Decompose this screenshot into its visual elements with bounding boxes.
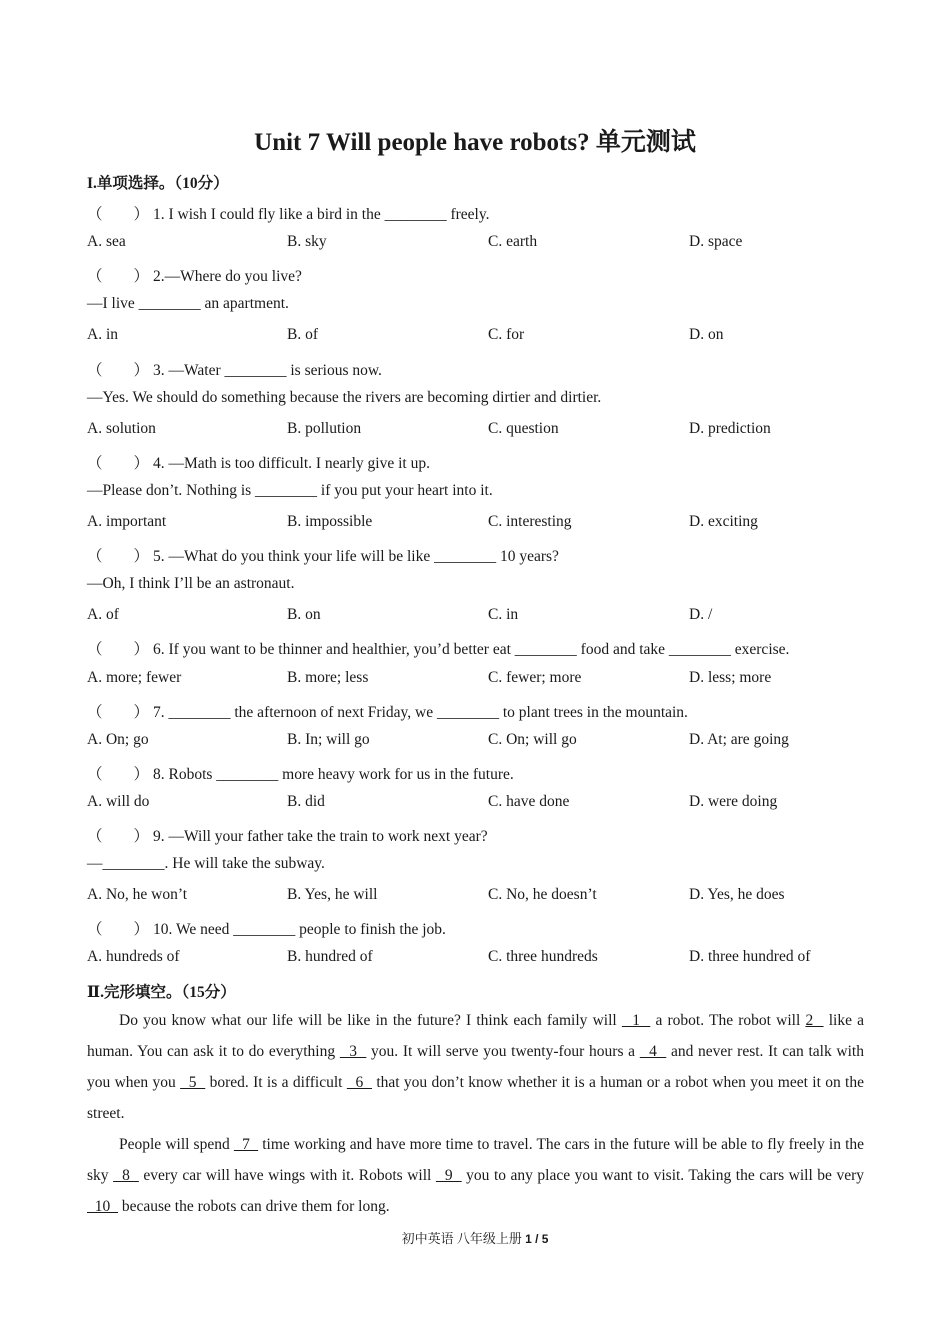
option-a: A. will do (87, 792, 150, 810)
passage-text: you to any place you want to visit. Taking the cars will be very (461, 1167, 864, 1184)
option-a: A. On; go (87, 730, 149, 748)
question-5-response: —Oh, I think I’ll be an astronaut. (87, 575, 295, 593)
question-text: 9. —Will your father take the train to work next year? (153, 828, 488, 845)
option-d: D. were doing (689, 792, 778, 810)
answer-paren: （ ） (87, 921, 150, 939)
passage-text: a robot. The robot will (650, 1012, 806, 1029)
question-5-stem (87, 544, 559, 566)
option-c: C. have done (488, 792, 570, 810)
passage-text: you. It will serve you twenty-four hours a (366, 1043, 640, 1060)
option-a: A. No, he won’t (87, 886, 188, 904)
option-c: C. for (488, 326, 525, 344)
option-c: C. On; will go (488, 730, 577, 748)
question-4-response: —Please don’t. Nothing is ________ if you put your heart into it. (87, 481, 493, 499)
passage-text: bored. It is a difficult (205, 1074, 347, 1091)
cloze-passage (87, 1005, 864, 1222)
option-a: A. important (87, 513, 167, 530)
option-d: D. prediction (689, 419, 771, 437)
blank-8: 8 (113, 1167, 139, 1184)
page-title: Unit 7 Will people have robots? 单元测试 (254, 129, 696, 156)
question-8-stem (87, 762, 514, 784)
option-c: C. earth (488, 233, 538, 251)
option-b: B. did (287, 792, 325, 810)
option-b: B. on (287, 606, 321, 624)
blank-7: 7 (233, 1136, 259, 1153)
answer-paren: （ ） (87, 765, 150, 783)
question-text: 7. ________ the afternoon of next Friday, we ________ to plant trees in the mountain. (153, 703, 688, 721)
question-10-stem (87, 917, 446, 939)
option-a: A. more; fewer (87, 668, 182, 686)
option-c: C. fewer; more (488, 668, 582, 686)
option-c: C. three hundreds (488, 948, 598, 966)
option-b: B. In; will go (287, 730, 370, 748)
blank-3: 3 (339, 1043, 367, 1060)
question-text: 4. —Math is too difficult. I nearly give it up. (153, 454, 430, 472)
passage-text: People will spend (119, 1136, 234, 1153)
option-b: B. Yes, he will (287, 886, 378, 904)
passage-text: Do you know what our life will be like in the future? I think each family will (119, 1012, 622, 1029)
cloze-paragraph-1 (87, 1005, 864, 1129)
question-text: 2.—Where do you live? (153, 268, 302, 286)
option-b: B. of (287, 326, 318, 344)
blank-2: 2 (805, 1012, 824, 1029)
question-6-stem (87, 637, 789, 659)
option-a: A. in (87, 326, 118, 344)
blank-4: 4 (639, 1043, 667, 1060)
option-d: D. space (689, 233, 743, 251)
passage-text: and never rest. It can talk with you when you (87, 1043, 864, 1091)
option-c: C. in (488, 606, 519, 624)
option-d: D. / (689, 606, 713, 624)
option-c: C. interesting (488, 513, 572, 530)
question-9-stem (87, 824, 488, 846)
blank-6: 6 (346, 1074, 372, 1091)
option-d: D. Yes, he does (689, 886, 785, 904)
option-b: B. hundred of (287, 948, 373, 966)
question-text: 8. Robots ________ more heavy work for us in the future. (153, 765, 514, 783)
question-3-stem (87, 358, 382, 380)
answer-paren: （ ） (87, 361, 150, 379)
question-3-response: —Yes. We should do something because the rivers are becoming dirtier and dirtier. (87, 388, 602, 406)
answer-paren: （ ） (87, 206, 150, 223)
section-2-heading: Ⅱ.完形填空。（15分） (87, 984, 236, 1001)
question-2-stem (87, 264, 302, 286)
answer-paren: （ ） (87, 641, 150, 659)
question-4-stem (87, 451, 430, 473)
answer-paren: （ ） (87, 828, 150, 845)
option-b: B. sky (287, 233, 327, 251)
option-a: A. hundreds of (87, 948, 180, 966)
option-d: D. three hundred of (689, 948, 811, 966)
answer-paren: （ ） (87, 268, 150, 286)
section-1-heading: I.单项选择。（10分） (87, 175, 229, 192)
option-d: D. At; are going (689, 730, 789, 748)
answer-paren: （ ） (87, 454, 150, 472)
passage-text: like a human. You can ask it to do everything (87, 1012, 865, 1060)
option-d: D. on (689, 326, 724, 344)
question-1-stem (87, 202, 489, 224)
question-7-stem (87, 700, 688, 722)
footer-text: 初中英语 八年级上册 (401, 1231, 526, 1246)
blank-5: 5 (180, 1074, 206, 1091)
option-a: A. solution (87, 419, 156, 437)
option-b: B. impossible (287, 513, 373, 530)
option-b: B. more; less (287, 668, 369, 686)
option-c: C. question (488, 419, 559, 437)
blank-1: 1 (621, 1012, 651, 1029)
option-b: B. pollution (287, 419, 362, 437)
option-c: C. No, he doesn’t (488, 886, 597, 904)
passage-text: time working and have more time to travel. The cars in the future will be able to fly freely in the sky (87, 1136, 865, 1184)
question-text: 10. We need ________ people to finish the job. (153, 921, 446, 939)
answer-paren: （ ） (87, 703, 150, 721)
blank-10: 10 (87, 1198, 118, 1215)
blank-9: 9 (435, 1167, 462, 1184)
answer-paren: （ ） (87, 548, 150, 566)
question-9-response: —________. He will take the subway. (87, 855, 325, 873)
passage-text: that you don’t know whether it is a human or a robot when you meet it on the street. (87, 1074, 864, 1122)
question-text: 6. If you want to be thinner and healthier, you’d better eat ________ food and take ________ exercise. (153, 641, 790, 659)
question-2-response: —I live ________ an apartment. (87, 295, 289, 313)
option-d: D. exciting (689, 513, 758, 530)
page-number: 1 / 5 (525, 1232, 549, 1246)
option-a: A. sea (87, 233, 126, 251)
question-text: 5. —What do you think your life will be like ________ 10 years? (153, 548, 559, 566)
passage-text: every car will have wings with it. Robots will (138, 1167, 436, 1184)
passage-text: because the robots can drive them for long. (118, 1198, 390, 1215)
question-text: 3. —Water ________ is serious now. (153, 361, 382, 379)
option-d: D. less; more (689, 668, 772, 686)
question-text: 1. I wish I could fly like a bird in the ________ freely. (153, 206, 490, 223)
page-footer (0, 1228, 950, 1247)
cloze-paragraph-2 (87, 1129, 864, 1222)
option-a: A. of (87, 606, 119, 624)
